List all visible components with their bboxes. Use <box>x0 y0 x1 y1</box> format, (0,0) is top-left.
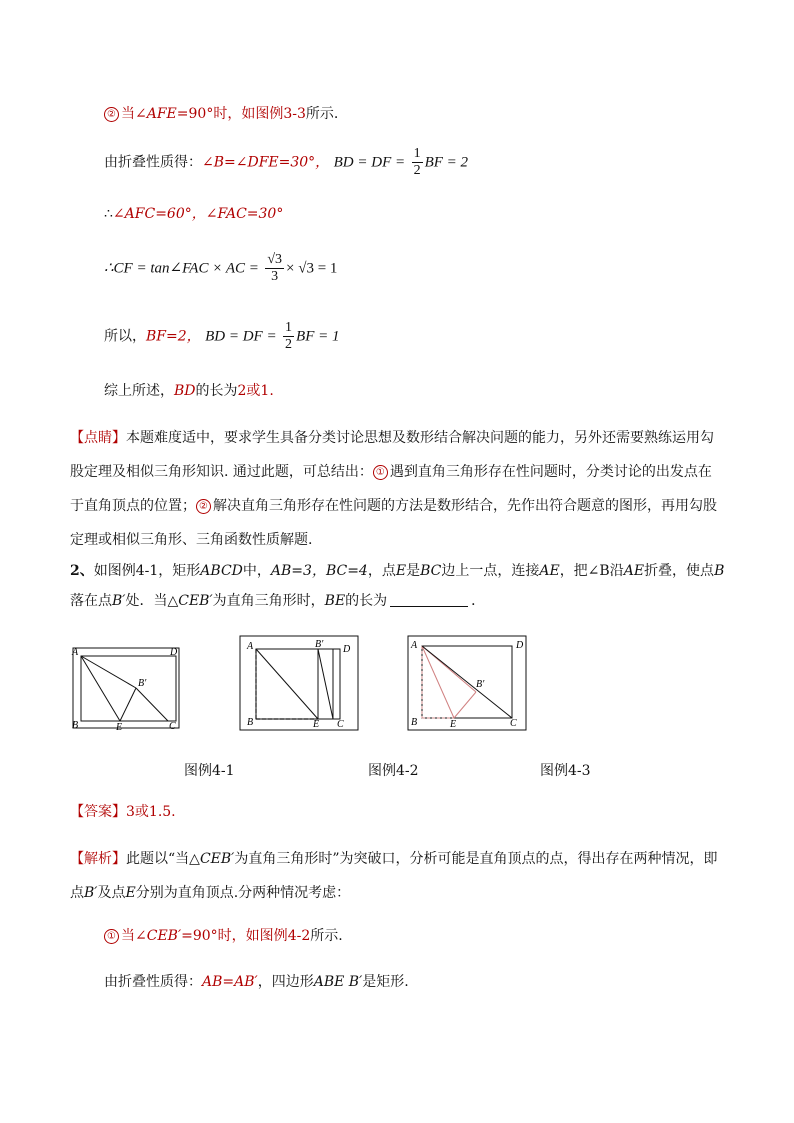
fig2-label-b-prime: B′ <box>315 639 324 650</box>
fig3-label-e: E <box>450 719 457 730</box>
fraction-one-half-2: $\frac{1}{2}$ <box>285 320 293 353</box>
fig1-line-ae <box>81 656 120 721</box>
fig2-line-ae <box>256 649 318 719</box>
problem-2: 2、如图例4-1，矩形ABCD中，AB=3，BC=4，点E是BC边上一点，连接AE，把∠B沿AE折叠，使点B落在点B′处．当△CEB′为直角三角形时，BE的长为 ． <box>70 563 725 609</box>
circle-number-2: ② <box>104 107 119 122</box>
cf-equation: ∴CF = tan∠FAC × AC = $\frac{√3}{3}$ × √3 = 1 <box>104 252 338 285</box>
fraction-root3-over-3: $\frac{√3}{3}$ <box>267 252 282 285</box>
answer-line: 【答案】3或1.5. <box>70 804 176 820</box>
circle-number-2: ② <box>196 499 211 514</box>
fig3-frame <box>408 636 526 730</box>
caption-4-1: 图例4-1 <box>184 763 235 779</box>
fig2-line-b-prime-c <box>318 649 333 719</box>
fig1-line-ab-prime <box>81 656 136 688</box>
fig3-label-b-prime: B′ <box>476 679 485 690</box>
circle-number-1: ① <box>104 929 119 944</box>
caption-4-3: 图例4-3 <box>540 763 591 779</box>
fig1-line-eb-prime <box>120 688 136 721</box>
fig2-rectangle <box>256 649 340 719</box>
fig2-label-e: E <box>313 719 320 730</box>
fig2-label-c: C <box>337 719 344 730</box>
fig3-label-d: D <box>516 640 524 651</box>
fold-property-line-2: 由折叠性质得：AB=AB′，四边形ABE B′是矩形. <box>104 974 409 990</box>
fig1-line-b-prime-c <box>136 688 168 721</box>
angles-line: ∴∠AFC=60°，∠FAC=30° <box>104 206 284 222</box>
case1-heading: ① 当∠CEB′=90°时，如图例4-2所示. <box>104 925 343 945</box>
analysis-paragraph: 【解析】此题以“当△CEB′为直角三角形时”为突破口，分析可能是直角顶点的点，得出存在两种情况，即点B′及点E分别为直角顶点.分两种情况考虑： <box>70 851 718 901</box>
fold-property-line: 由折叠性质得：∠B=∠DFE=30°， BD = DF = $\frac{1}{2}$ BF = 2 <box>104 146 469 179</box>
circle-number-1: ① <box>373 465 388 480</box>
fig3-line-ae <box>422 646 454 718</box>
fig3-label-c: C <box>510 718 517 729</box>
summary-line: 综上所述，BD的长为2或1. <box>104 383 274 399</box>
fig1-label-b-prime: B′ <box>138 678 147 689</box>
case2-heading: ② 当∠AFE=90°时，如图例3-3所示. <box>104 103 338 123</box>
fig3-line-eb-prime <box>454 692 476 718</box>
fig3-label-b: B <box>411 717 418 728</box>
fig1-rectangle <box>81 656 176 721</box>
fig1-label-e: E <box>116 722 123 733</box>
fig1-label-c: C <box>169 721 176 732</box>
fig1-label-a: A <box>72 647 79 658</box>
figure-4-3 <box>406 634 530 734</box>
so-line: 所以，BF=2， BD = DF = $\frac{1}{2}$ BF = 1 <box>104 320 340 353</box>
fig1-label-b: B <box>72 720 79 731</box>
fraction-one-half: $\frac{1}{2}$ <box>413 146 421 179</box>
fig2-label-a: A <box>247 641 254 652</box>
fig2-label-b: B <box>247 717 254 728</box>
caption-4-2: 图例4-2 <box>368 763 419 779</box>
fig2-label-d: D <box>343 644 351 655</box>
figure-4-2 <box>238 634 362 734</box>
dianjing-paragraph: 【点睛】本题难度适中，要求学生具备分类讨论思想及数形结合解决问题的能力，另外还需要熟练运用勾股定理及相似三角形知识. 通过此题，可总结出： ① 遇到直角三角形存在性问题时，分类讨论的出发点在于直角顶点的位置； ② 解决直角三角形存在性问题的方法是数形结合，先作出符合题意的图形，再用勾股定理或相似三角形、三角函数性质解题. <box>70 430 717 548</box>
figure-4-1 <box>68 644 186 734</box>
fig3-line-ac <box>422 646 512 718</box>
fig1-label-d: D <box>170 647 178 658</box>
answer-blank <box>390 592 468 607</box>
fig3-label-a: A <box>411 640 418 651</box>
